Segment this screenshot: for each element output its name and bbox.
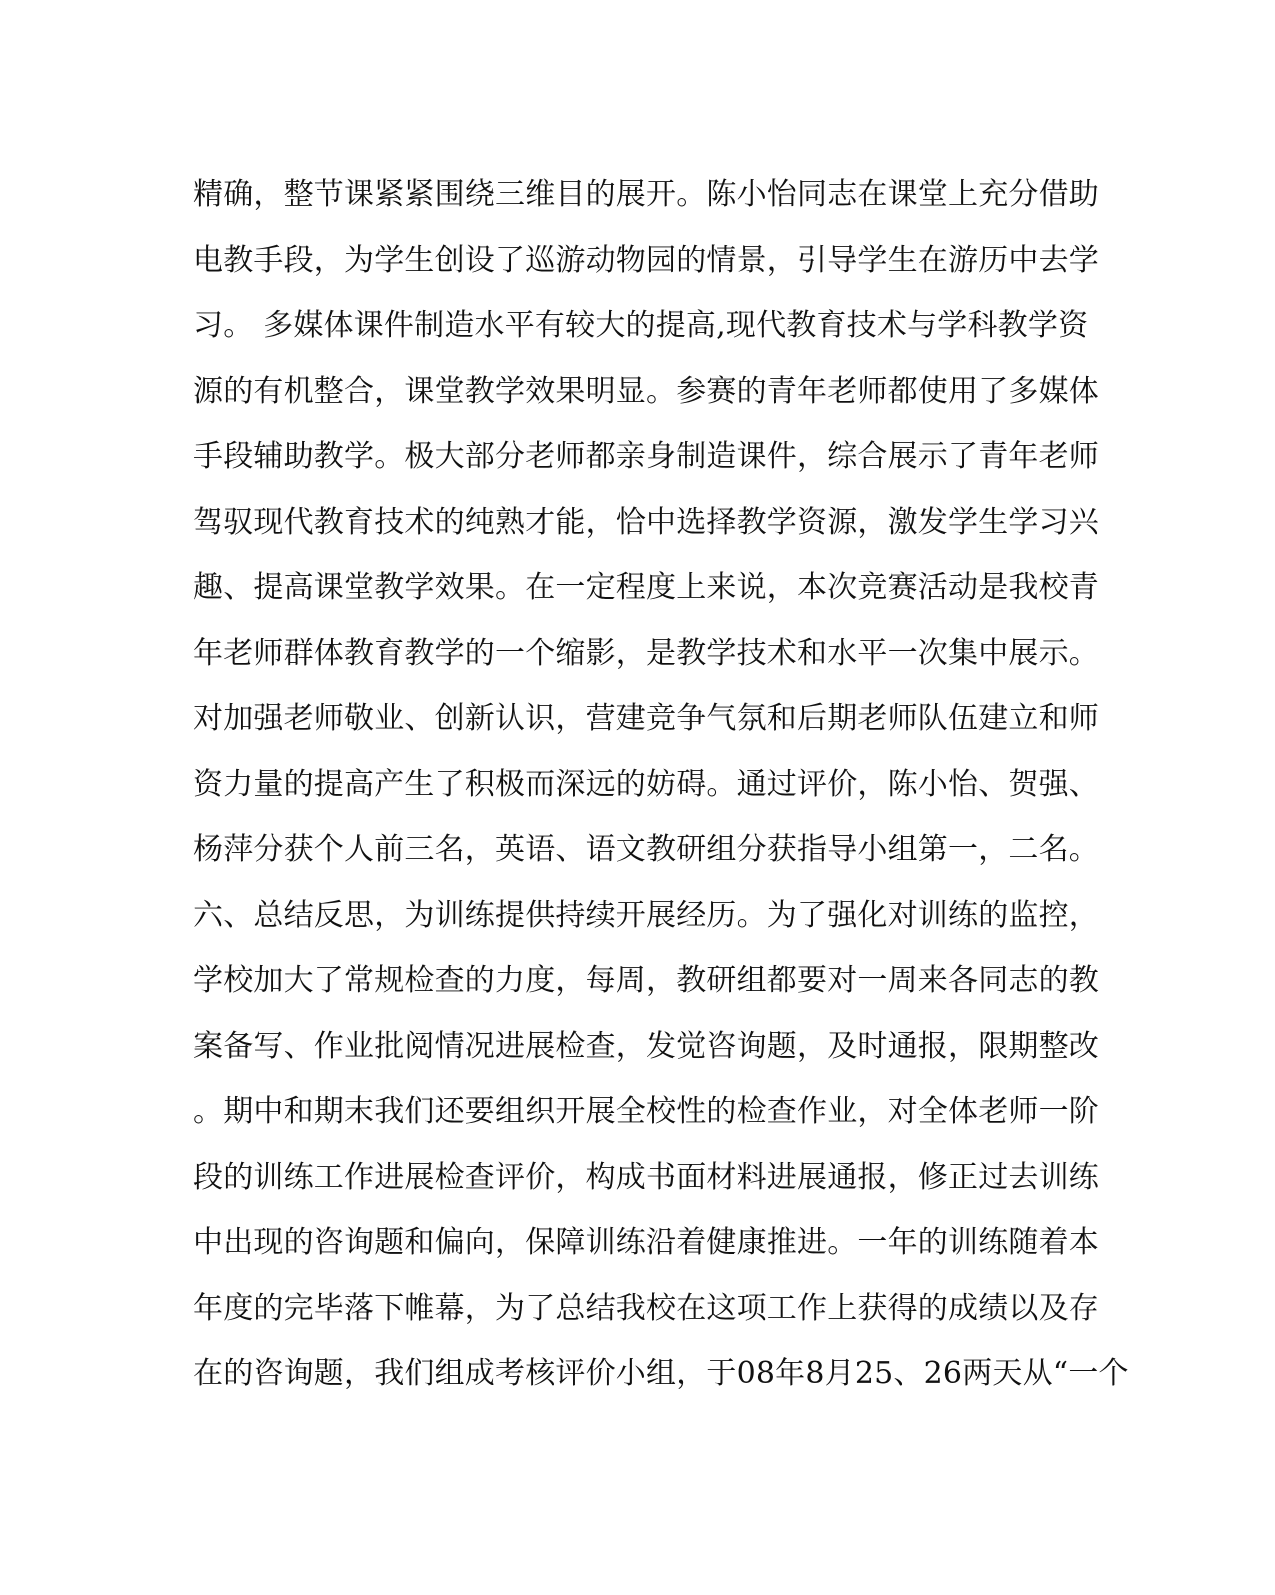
text-line: 对加强老师敬业、创新认识，营建竞争气氛和后期老师队伍建立和师 bbox=[193, 701, 1099, 736]
text-line: 精确，整节课紧紧围绕三维目的展开。陈小怡同志在课堂上充分借助 bbox=[193, 177, 1099, 212]
text-line: 驾驭现代教育技术的纯熟才能，恰中选择教学资源，激发学生学习兴 bbox=[193, 504, 1099, 540]
text-line: 习。 多媒体课件制造水平有较大的提高,现代教育技术与学科教学资 bbox=[193, 308, 1089, 343]
text-line: 。期中和期末我们还要组织开展全校性的检查作业，对全体老师一阶 bbox=[193, 1094, 1099, 1129]
text-line: 杨萍分获个人前三名，英语、语文教研组分获指导小组第一，二名。 bbox=[193, 832, 1099, 867]
text-line: 电教手段，为学生创设了巡游动物园的情景，引导学生在游历中去学 bbox=[193, 242, 1099, 278]
text-line: 案备写、作业批阅情况进展检查，发觉咨询题，及时通报，限期整改 bbox=[193, 1028, 1099, 1064]
body-text bbox=[193, 162, 1129, 1407]
text-line: 源的有机整合，课堂教学效果明显。参赛的青年老师都使用了多媒体 bbox=[193, 373, 1099, 409]
text-line: 年度的完毕落下帷幕，为了总结我校在这项工作上获得的成绩以及存 bbox=[193, 1290, 1099, 1326]
text-line: 年老师群体教育教学的一个缩影，是教学技术和水平一次集中展示。 bbox=[193, 635, 1099, 671]
text-line: 手段辅助教学。极大部分老师都亲身制造课件，综合展示了青年老师 bbox=[193, 439, 1099, 474]
text-line: 段的训练工作进展检查评价，构成书面材料进展通报，修正过去训练 bbox=[193, 1159, 1099, 1195]
text-line: 中出现的咨询题和偏向，保障训练沿着健康推进。一年的训练随着本 bbox=[193, 1225, 1099, 1260]
text-line: 学校加大了常规检查的力度，每周，教研组都要对一周来各同志的教 bbox=[193, 963, 1099, 998]
text-line: 资力量的提高产生了积极而深远的妨碍。通过评价，陈小怡、贺强、 bbox=[193, 766, 1099, 802]
text-line: 六、总结反思，为训练提供持续开展经历。为了强化对训练的监控， bbox=[193, 897, 1099, 933]
text-line: 在的咨询题，我们组成考核评价小组，于08年8月25、26两天从“一个 bbox=[193, 1356, 1129, 1391]
text-line: 趣、提高课堂教学效果。在一定程度上来说，本次竞赛活动是我校青 bbox=[193, 570, 1099, 605]
